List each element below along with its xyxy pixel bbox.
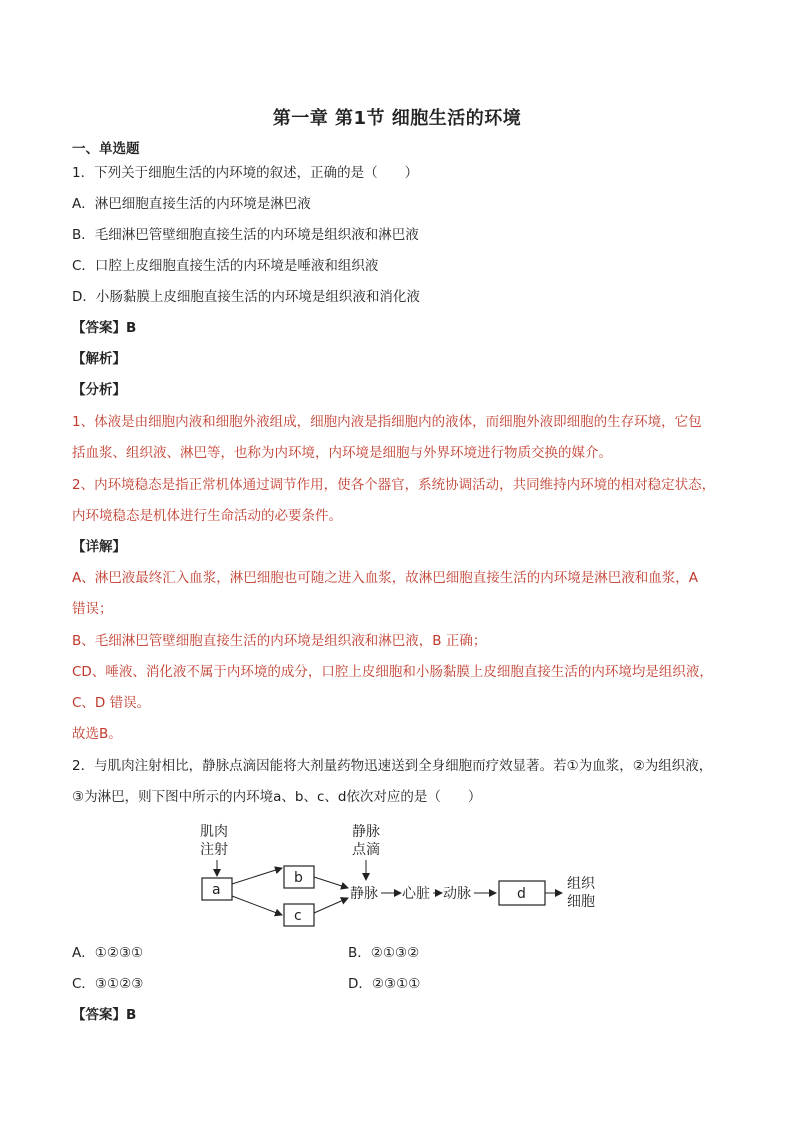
question-1-conclusion: 故选B。 — [72, 726, 122, 742]
label-heart: 心脏 — [402, 886, 430, 902]
question-2-stem: ③为淋巴，则下图中所示的内环境a、b、c、d依次对应的是（ ） — [72, 789, 482, 805]
label-tissue: 组织 — [567, 876, 595, 892]
analysis-line: 括血浆、组织液、淋巴等，也称为内环境，内环境是细胞与外界环境进行物质交换的媒介。 — [72, 445, 612, 461]
analysis-line: 2、内环境稳态是指正常机体通过调节作用，使各个器官，系统协调活动，共同维持内环境的相对稳定状态， — [72, 477, 716, 493]
question-2-option-a: A．①②③① — [72, 945, 144, 961]
arrow-c-to-vein — [314, 898, 348, 913]
arrow-a-to-b — [232, 868, 282, 884]
box-c-label: c — [294, 908, 302, 924]
box-d-label: d — [517, 886, 526, 902]
section-heading: 一、单选题 — [72, 141, 140, 157]
label-muscle: 肌肉 — [200, 824, 228, 840]
detail-line: CD、唾液、消化液不属于内环境的成分，口腔上皮细胞和小肠黏膜上皮细胞直接生活的内环境均是组织液， — [72, 664, 713, 680]
question-2-option-d: D．②③①① — [348, 976, 421, 992]
label-vein: 静脉 — [350, 886, 378, 902]
question-1-answer: 【答案】B — [72, 320, 137, 336]
box-a-label: a — [212, 882, 221, 898]
detail-line: 错误； — [72, 601, 113, 617]
label-vein-drip-1: 静脉 — [352, 824, 380, 840]
page-title: 第一章 第1节 细胞生活的环境 — [272, 108, 522, 129]
detail-line: C、D 错误。 — [72, 695, 151, 711]
analysis-line: 1、体液是由细胞内液和细胞外液组成，细胞内液是指细胞内的液体，而细胞外液即细胞的生存环境，它包 — [72, 414, 702, 430]
label-cell: 细胞 — [567, 894, 595, 910]
question-1-fenxi-label: 【分析】 — [72, 382, 126, 398]
question-1-option-d: D．小肠黏膜上皮细胞直接生活的内环境是组织液和消化液 — [72, 289, 420, 305]
question-1-xiangjie-label: 【详解】 — [72, 539, 126, 555]
question-1-option-a: A．淋巴细胞直接生活的内环境是淋巴液 — [72, 196, 311, 212]
body-fluid-flow-diagram — [190, 818, 620, 943]
label-vein-drip-2: 点滴 — [352, 842, 380, 858]
question-2-answer: 【答案】B — [72, 1007, 137, 1023]
question-2-option-b: B．②①③② — [348, 945, 420, 961]
label-inject: 注射 — [200, 842, 228, 858]
detail-line: B、毛细淋巴管壁细胞直接生活的内环境是组织液和淋巴液，B 正确； — [72, 633, 487, 649]
analysis-line: 内环境稳态是机体进行生命活动的必要条件。 — [72, 508, 342, 524]
question-2-option-c: C．③①②③ — [72, 976, 144, 992]
question-1-option-c: C．口腔上皮细胞直接生活的内环境是唾液和组织液 — [72, 258, 379, 274]
question-2-stem: 2．与肌肉注射相比，静脉点滴因能将大剂量药物迅速送到全身细胞而疗效显著。若①为血浆，②为组织液， — [72, 758, 713, 774]
arrow-a-to-c — [232, 896, 282, 915]
question-1-stem: 1．下列关于细胞生活的内环境的叙述，正确的是（ ） — [72, 165, 419, 181]
box-b-label: b — [294, 870, 303, 886]
question-1-jiexi-label: 【解析】 — [72, 351, 126, 367]
arrow-b-to-vein — [314, 877, 348, 888]
detail-line: A、淋巴液最终汇入血浆，淋巴细胞也可随之进入血浆，故淋巴细胞直接生活的内环境是淋巴液和血浆，A — [72, 570, 698, 586]
label-artery: 动脉 — [443, 886, 471, 902]
question-1-option-b: B．毛细淋巴管壁细胞直接生活的内环境是组织液和淋巴液 — [72, 227, 419, 243]
